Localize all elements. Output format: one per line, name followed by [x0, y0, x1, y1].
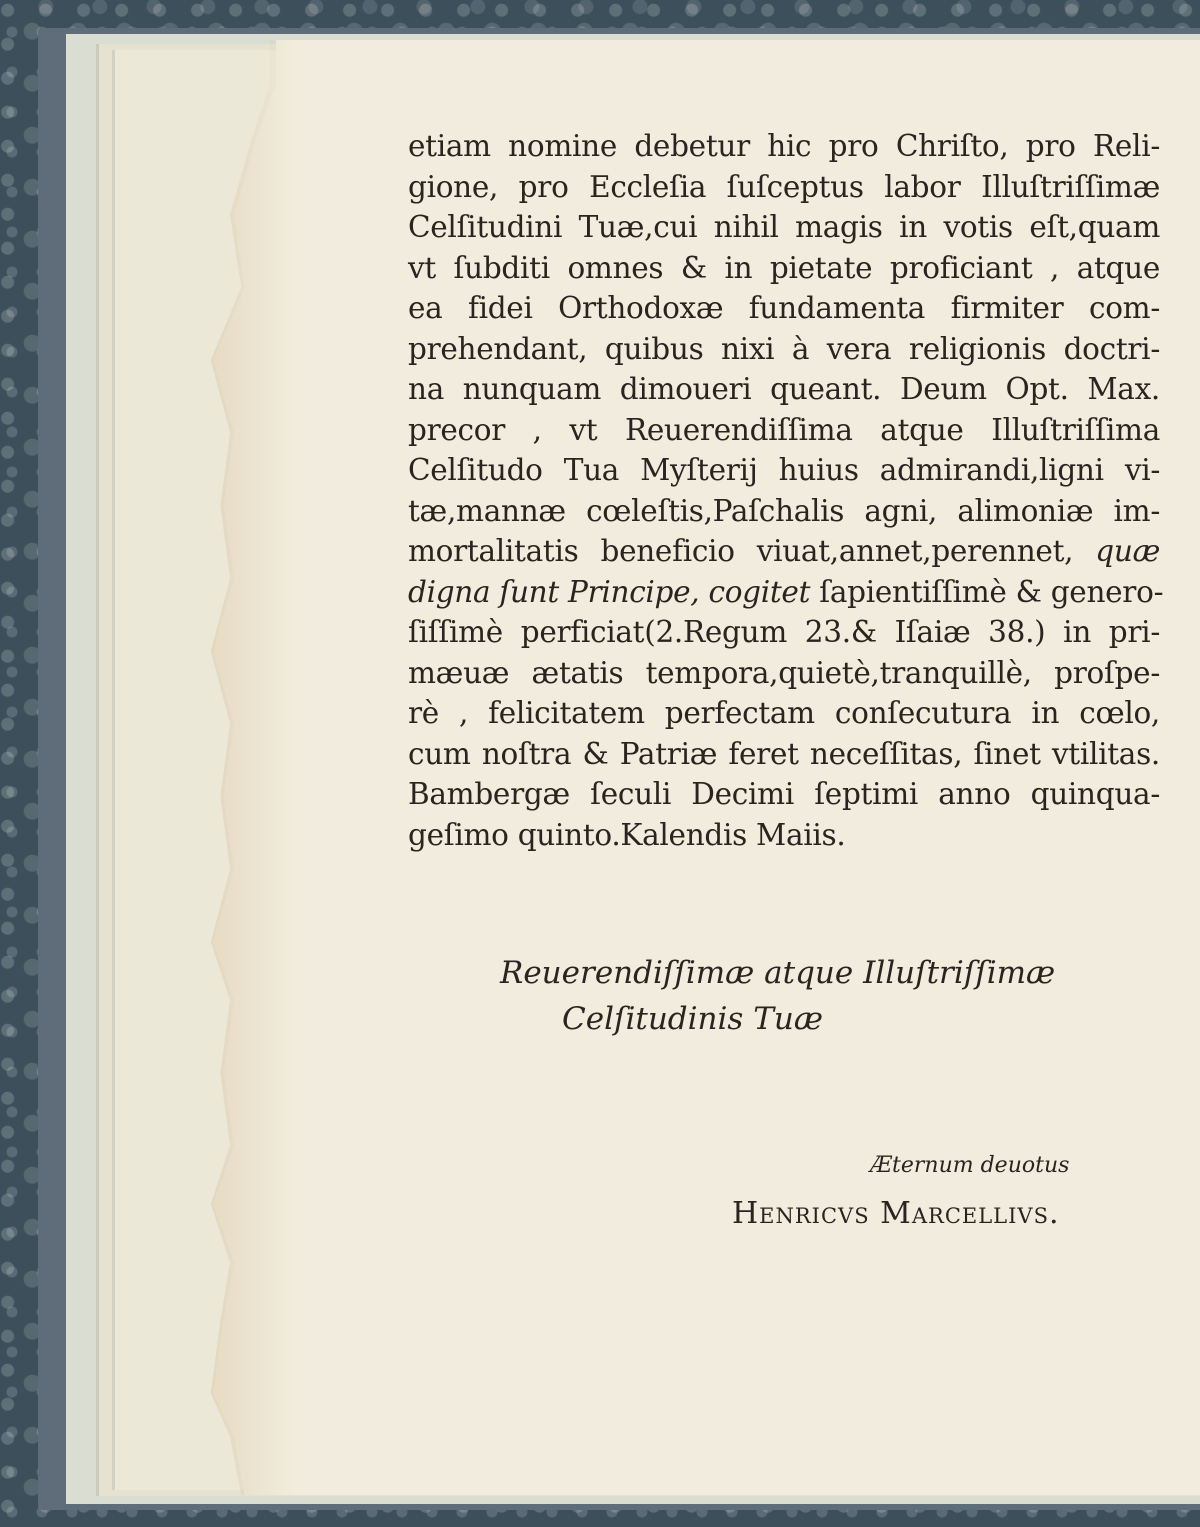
dedication-text — [408, 126, 1164, 855]
text-line-17: Bambergæ ſeculi Decimi ſeptimi anno quinqua- — [408, 777, 1160, 811]
signature-devotus: Æternum deuotus — [870, 1153, 1070, 1178]
text-line-7: na nunquam dimoueri queant. Deum Opt. Max. — [408, 372, 1160, 406]
text-line-11 — [408, 531, 1160, 572]
text-line-11-roman: mortalitatis beneficio viuat,annet,perennet, — [408, 534, 1074, 568]
text-line-11-italic: quæ — [1095, 534, 1161, 568]
text-line-1: etiam nomine debetur hic pro Chriſto, pro Reli- — [408, 129, 1160, 163]
closing-line-1: Reuerendiſſimæ atque Illuſtriſſimæ — [500, 955, 1056, 991]
text-line-14: mæuæ ætatis tempora,quietè,tranquillè, proſpe- — [408, 655, 1160, 690]
text-line-18: geſimo quinto.Kalendis Maiis. — [408, 817, 846, 852]
text-line-9: Celſitudo Tua Myſterij huius admirandi,ligni vi- — [408, 453, 1160, 487]
text-line-16: cum noſtra & Patriæ feret neceſſitas, ſinet vtilitas. — [408, 736, 1160, 771]
closing-salutation — [500, 950, 1055, 1042]
text-line-13: ſiſſimè perficiat(2.Regum 23.& Iſaiæ 38.) in pri- — [408, 615, 1160, 649]
text-line-12-italic-a: digna ſunt Principe, — [408, 574, 700, 609]
text-line-10: tæ,mannæ cœleſtis,Paſchalis agni, alimoniæ im- — [408, 493, 1160, 528]
text-line-2: gione, pro Eccleſia ſuſceptus labor Illuſtriſſimæ — [408, 169, 1160, 204]
text-line-12-italic-b: cogitet — [708, 574, 811, 609]
text-line-15: rè , felicitatem perfectam conſecutura in cœlo, — [408, 696, 1160, 730]
text-line-12 — [408, 572, 1164, 613]
text-line-8: precor , vt Reuerendiſſima atque Illuſtriſſima — [408, 412, 1160, 447]
text-line-3: Celſitudini Tuæ,cui nihil magis in votis eſt,quam — [408, 210, 1160, 244]
text-line-4: vt ſubditi omnes & in pietate proficiant , atque — [408, 250, 1160, 285]
text-line-12-rest: ſapientiſſimè & genero- — [819, 574, 1164, 609]
closing-line-2: Celſitudinis Tuæ — [562, 1001, 823, 1037]
signature-name: Henricvs Marcellivs. — [732, 1196, 1060, 1231]
text-line-6: prehendant, quibus nixi à vera religionis doctri- — [408, 331, 1160, 366]
text-line-5: ea fidei Orthodoxæ fundamenta firmiter com- — [408, 291, 1160, 325]
